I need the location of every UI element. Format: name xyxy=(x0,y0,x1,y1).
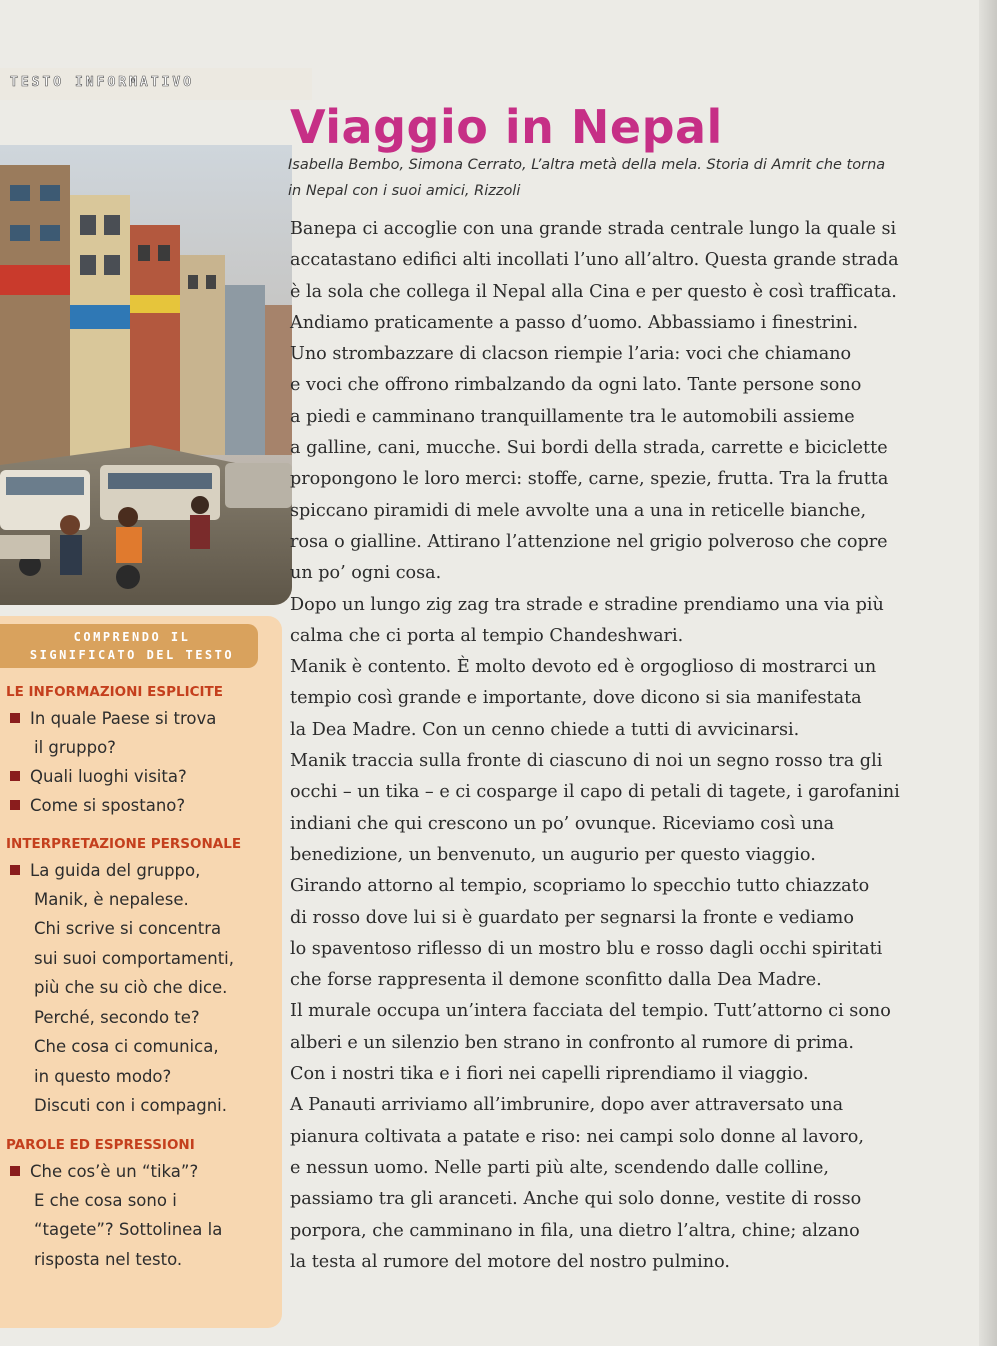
section-title-interpretation: INTERPRETAZIONE PERSONALE xyxy=(6,836,242,852)
section-title-expressions: PAROLE ED ESPRESSIONI xyxy=(6,1136,195,1153)
body-line: la Dea Madre. Con un cenno chiede a tutti di avvicinarsi. xyxy=(290,719,800,740)
question-text: Discuti con i compagni. xyxy=(34,1096,227,1115)
question-text: Come si spostano? xyxy=(30,796,186,815)
body-line: la testa al rumore del motore del nostro pulmino. xyxy=(290,1251,731,1272)
square-bullet-icon xyxy=(10,800,20,810)
question-text: Chi scrive si concentra xyxy=(34,919,222,938)
question-text: Manik, è nepalese. xyxy=(34,890,189,909)
body-line: Girando attorno al tempio, scopriamo lo specchio tutto chiazzato xyxy=(290,876,870,897)
question-text: sui suoi comportamenti, xyxy=(34,948,235,968)
section-title-explicit: LE INFORMAZIONI ESPLICITE xyxy=(6,684,223,700)
body-line: Andiamo praticamente a passo d’uomo. Abbassiamo i finestrini. xyxy=(290,312,859,333)
body-line: a galline, cani, mucche. Sui bordi della strada, carrette e biciclette xyxy=(290,438,888,459)
question-text: La guida del gruppo, xyxy=(30,861,201,880)
body-line: Uno strombazzare di clacson riempie l’aria: voci che chiamano xyxy=(290,344,852,365)
body-line: lo spaventoso riflesso di un mostro blu e rosso dagli occhi spiritati xyxy=(290,938,883,959)
street-photo xyxy=(0,145,292,605)
body-line: che forse rappresenta il demone sconfitto dalla Dea Madre. xyxy=(290,970,822,991)
body-line: Banepa ci accoglie con una grande strada centrale lungo la quale si xyxy=(290,219,897,239)
body-line: Manik è contento. È molto devoto ed è orgoglioso di mostrarci un xyxy=(290,657,877,678)
body-line: indiani che qui crescono un po’ ovunque. Riceviamo così una xyxy=(290,813,835,834)
sidebar-header-line: SIGNIFICATO DEL TESTO xyxy=(29,648,235,662)
sidebar-header xyxy=(0,624,258,668)
body-line: A Panauti arriviamo all’imbrunire, dopo aver attraversato una xyxy=(290,1095,844,1116)
section-label: TESTO INFORMATIVO xyxy=(0,68,312,100)
body-line: e nessun uomo. Nelle parti più alte, scendendo dalle colline, xyxy=(290,1157,829,1178)
body-line: calma che ci porta al tempio Chandeshwari. xyxy=(290,625,684,646)
body-line: Il murale occupa un’intera facciata del tempio. Tutt’attorno ci sono xyxy=(290,1001,891,1022)
question-text: “tagete”? Sottolinea la xyxy=(34,1220,223,1239)
article-title: Viaggio in Nepal xyxy=(290,100,723,154)
question-text: in questo modo? xyxy=(34,1066,172,1086)
body-line: passiamo tra gli aranceti. Anche qui solo donne, vestite di rosso xyxy=(290,1189,862,1210)
body-line: tempio così grande e importante, dove dicono si sia manifestata xyxy=(290,688,862,709)
kathmandu-street-image xyxy=(0,145,292,605)
body-line: di rosso dove lui si è guardato per segnarsi la fronte e vediamo xyxy=(290,907,854,928)
body-line: un po’ ogni cosa. xyxy=(290,563,442,584)
square-bullet-icon xyxy=(10,1166,20,1176)
question-item xyxy=(10,762,282,791)
body-line: Dopo un lungo zig zag tra strade e stradine prendiamo una via più xyxy=(290,594,884,615)
question-paragraph xyxy=(34,914,282,1121)
question-item xyxy=(10,704,282,762)
sidebar-header-line: COMPRENDO IL xyxy=(73,630,191,644)
question-item xyxy=(10,1157,282,1186)
question-item xyxy=(10,791,282,820)
question-text: Perché, secondo te? xyxy=(34,1007,200,1027)
question-text: Quali luoghi visita? xyxy=(30,767,187,786)
body-line: è la sola che collega il Nepal alla Cina e per questo è così trafficata. xyxy=(290,281,897,302)
body-line: porpora, che camminano in fila, una dietro l’altra, chine; alzano xyxy=(290,1220,860,1241)
page-edge-shadow xyxy=(979,0,997,1346)
body-line: accatastano edifici alti incollati l’uno all’altro. Questa grande strada xyxy=(290,250,899,271)
body-line: Manik traccia sulla fronte di ciascuno di noi un segno rosso tra gli xyxy=(290,751,883,772)
question-text: Che cos’è un “tika”? xyxy=(30,1161,199,1181)
square-bullet-icon xyxy=(10,865,20,875)
body-line: occhi – un tika – e ci cosparge il capo di petali di tagete, i garofanini xyxy=(290,782,900,803)
article-body xyxy=(290,214,962,1278)
question-text: E che cosa sono i xyxy=(34,1190,177,1210)
square-bullet-icon xyxy=(10,713,20,723)
body-line: e voci che offrono rimbalzando da ogni lato. Tante persone sono xyxy=(290,375,862,396)
body-line: propongono le loro merci: stoffe, carne, spezie, frutta. Tra la frutta xyxy=(290,469,889,490)
body-line: rosa o gialline. Attirano l’attenzione nel grigio polveroso che copre xyxy=(290,531,888,552)
body-line: a piedi e camminano tranquillamente tra le automobili assieme xyxy=(290,406,855,427)
body-line: alberi e un silenzio ben strano in confronto al rumore di prima. xyxy=(290,1032,855,1053)
question-item xyxy=(10,856,282,914)
question-text: In quale Paese si trova xyxy=(30,709,217,728)
square-bullet-icon xyxy=(10,771,20,781)
question-text: il gruppo? xyxy=(34,738,116,757)
question-text: più che su ciò che dice. xyxy=(34,978,228,997)
body-line: pianura coltivata a patate e riso: nei campi solo donne al lavoro, xyxy=(290,1126,864,1147)
body-line: spiccano piramidi di mele avvolte una a una in reticelle bianche, xyxy=(290,500,867,521)
comprehension-sidebar xyxy=(0,616,282,1328)
question-text: Che cosa ci comunica, xyxy=(34,1037,219,1056)
source-citation: Isabella Bembo, Simona Cerrato, L’altra metà della mela. Storia di Amrit che torna in Nepal con i suoi amici, Rizzoli xyxy=(288,157,886,199)
question-text: risposta nel testo. xyxy=(34,1249,183,1269)
body-line: Con i nostri tika e i fiori nei capelli riprendiamo il viaggio. xyxy=(290,1064,809,1085)
question-paragraph xyxy=(34,1186,282,1275)
body-line: benedizione, un benvenuto, un augurio per questo viaggio. xyxy=(290,844,816,865)
